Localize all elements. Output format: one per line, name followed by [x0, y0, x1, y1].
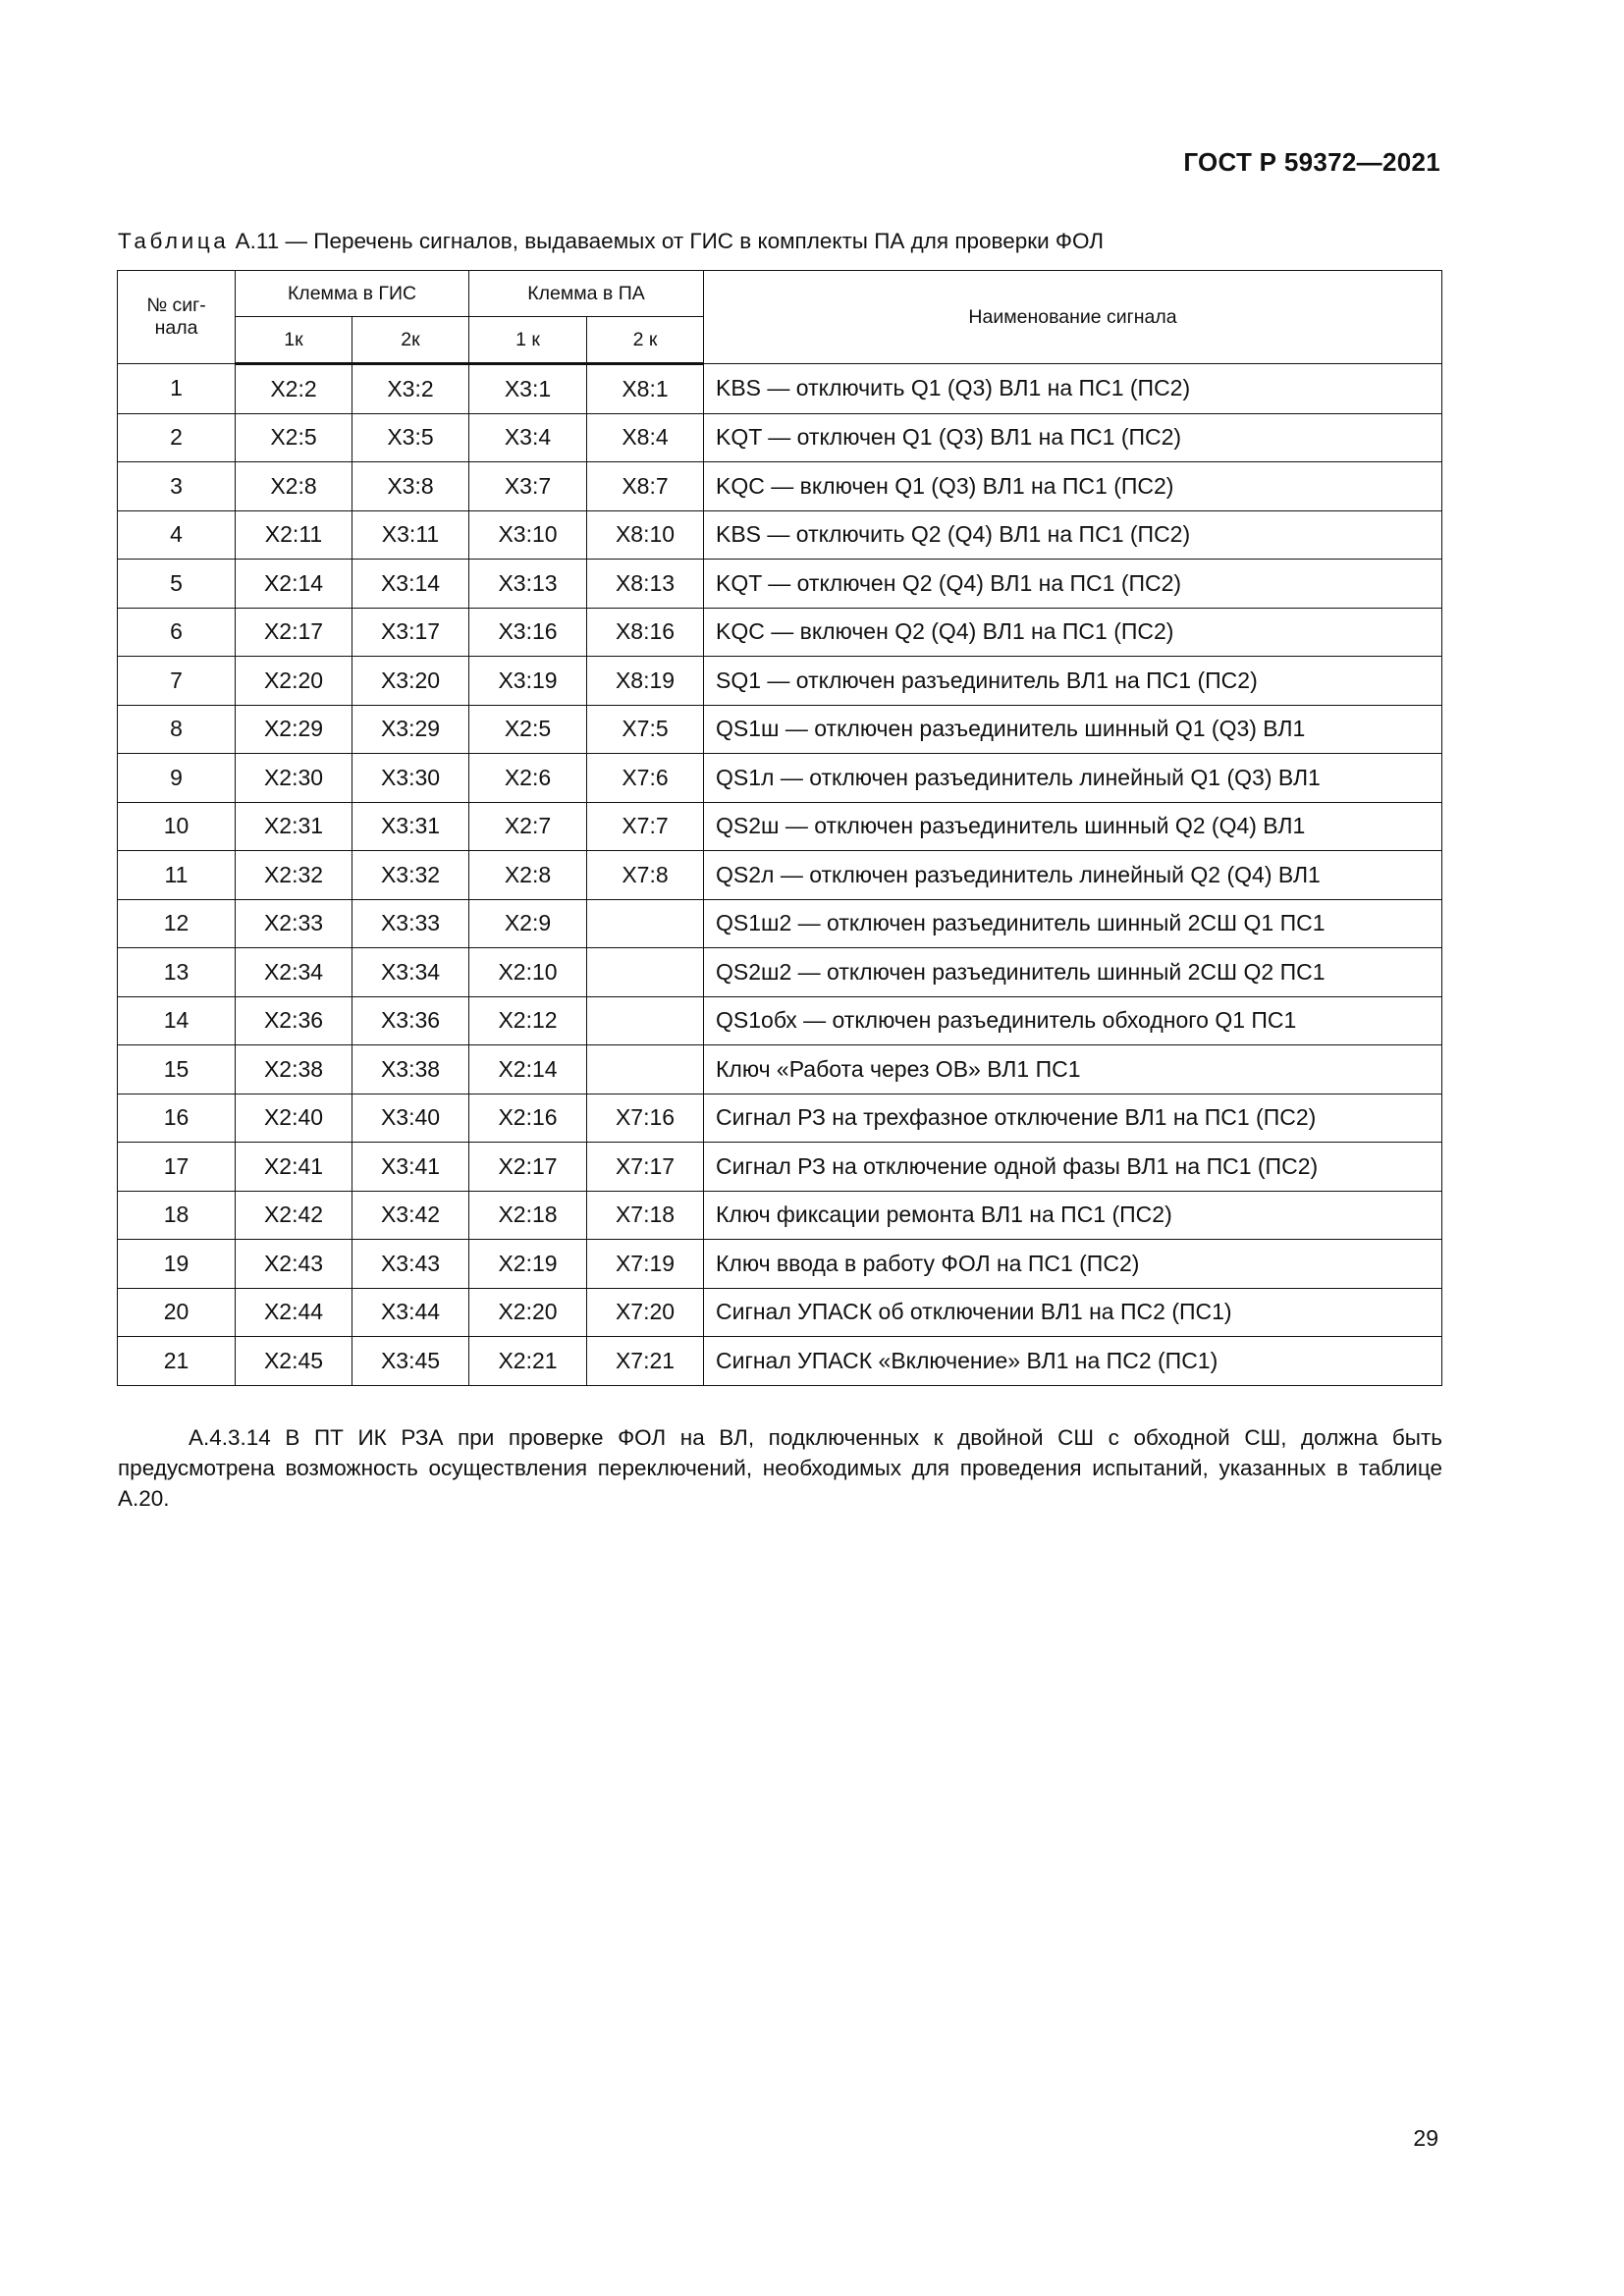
table-row — [118, 1045, 1442, 1095]
cell-gis-2k: X3:41 — [352, 1143, 469, 1192]
cell-gis-1k: X2:17 — [236, 608, 352, 657]
cell-gis-2k: X3:11 — [352, 510, 469, 560]
cell-pa-2k — [587, 899, 704, 948]
header-gis-2k: 2к — [352, 317, 469, 364]
cell-signal-number: 15 — [118, 1045, 236, 1095]
table-row — [118, 608, 1442, 657]
table-row — [118, 1143, 1442, 1192]
cell-signal-number: 3 — [118, 462, 236, 511]
table-row — [118, 364, 1442, 414]
cell-signal-name: QS2л — отключен разъединитель линейный Q2 (Q4) ВЛ1 — [704, 851, 1442, 900]
cell-pa-1k: X3:19 — [469, 657, 587, 706]
cell-gis-1k: X2:11 — [236, 510, 352, 560]
cell-signal-name: QS1ш — отключен разъединитель шинный Q1 (Q3) ВЛ1 — [704, 705, 1442, 754]
cell-gis-2k: X3:36 — [352, 996, 469, 1045]
cell-pa-1k: X2:16 — [469, 1094, 587, 1143]
header-signal-name: Наименование сигнала — [704, 271, 1442, 364]
table-row — [118, 657, 1442, 706]
cell-pa-2k: X7:16 — [587, 1094, 704, 1143]
cell-pa-2k: X7:17 — [587, 1143, 704, 1192]
cell-pa-1k: X2:8 — [469, 851, 587, 900]
table-caption-label: Таблица — [118, 229, 230, 253]
cell-gis-2k: X3:44 — [352, 1288, 469, 1337]
cell-gis-1k: X2:2 — [236, 364, 352, 414]
cell-signal-name: Ключ фиксации ремонта ВЛ1 на ПС1 (ПС2) — [704, 1191, 1442, 1240]
paragraph-text: А.4.3.14 В ПТ ИК РЗА при проверке ФОЛ на ВЛ, подключенных к двойной СШ с обходной СШ, должна быть предусмотрена возможность осуществления переключений, необходимых для проведения испытаний, указанных в таблице А.20. — [118, 1425, 1442, 1511]
page-number: 29 — [1413, 2125, 1438, 2151]
cell-pa-2k: X8:19 — [587, 657, 704, 706]
cell-pa-2k: X8:10 — [587, 510, 704, 560]
cell-pa-2k — [587, 948, 704, 997]
table-row — [118, 413, 1442, 462]
cell-signal-name: KQT — отключен Q2 (Q4) ВЛ1 на ПС1 (ПС2) — [704, 560, 1442, 609]
cell-signal-name: KQC — включен Q2 (Q4) ВЛ1 на ПС1 (ПС2) — [704, 608, 1442, 657]
table-row — [118, 802, 1442, 851]
cell-pa-1k: X2:14 — [469, 1045, 587, 1095]
cell-gis-1k: X2:5 — [236, 413, 352, 462]
cell-signal-number: 2 — [118, 413, 236, 462]
cell-gis-2k: X3:43 — [352, 1240, 469, 1289]
cell-signal-number: 1 — [118, 364, 236, 414]
cell-signal-name: QS1обх — отключен разъединитель обходного Q1 ПС1 — [704, 996, 1442, 1045]
header-signal-number-line2: нала — [154, 317, 198, 339]
cell-pa-1k: X3:4 — [469, 413, 587, 462]
table-row — [118, 1337, 1442, 1386]
cell-pa-1k: X2:21 — [469, 1337, 587, 1386]
cell-pa-2k: X8:4 — [587, 413, 704, 462]
cell-gis-1k: X2:32 — [236, 851, 352, 900]
table-row — [118, 996, 1442, 1045]
cell-pa-1k: X2:17 — [469, 1143, 587, 1192]
header-pa-2k: 2 к — [587, 317, 704, 364]
header-signal-number-line1: № сиг- — [146, 294, 206, 316]
cell-gis-1k: X2:14 — [236, 560, 352, 609]
cell-gis-2k: X3:33 — [352, 899, 469, 948]
cell-pa-1k: X2:9 — [469, 899, 587, 948]
cell-pa-1k: X2:18 — [469, 1191, 587, 1240]
cell-gis-1k: X2:44 — [236, 1288, 352, 1337]
cell-gis-2k: X3:20 — [352, 657, 469, 706]
cell-signal-number: 4 — [118, 510, 236, 560]
paragraph-a-4-3-14 — [118, 1422, 1442, 1514]
table-row — [118, 851, 1442, 900]
cell-gis-2k: X3:14 — [352, 560, 469, 609]
cell-signal-number: 18 — [118, 1191, 236, 1240]
cell-pa-2k: X7:8 — [587, 851, 704, 900]
header-terminal-pa: Клемма в ПА — [469, 271, 704, 317]
cell-pa-2k: X7:19 — [587, 1240, 704, 1289]
cell-pa-1k: X3:7 — [469, 462, 587, 511]
cell-gis-1k: X2:36 — [236, 996, 352, 1045]
table-row — [118, 510, 1442, 560]
cell-signal-name: Ключ ввода в работу ФОЛ на ПС1 (ПС2) — [704, 1240, 1442, 1289]
cell-pa-2k: X8:16 — [587, 608, 704, 657]
cell-pa-2k: X7:6 — [587, 754, 704, 803]
cell-signal-number: 21 — [118, 1337, 236, 1386]
cell-gis-2k: X3:34 — [352, 948, 469, 997]
table-row — [118, 754, 1442, 803]
document-standard-number: ГОСТ Р 59372—2021 — [1183, 147, 1440, 177]
cell-gis-2k: X3:45 — [352, 1337, 469, 1386]
cell-gis-1k: X2:34 — [236, 948, 352, 997]
header-signal-number — [118, 271, 236, 364]
cell-gis-2k: X3:40 — [352, 1094, 469, 1143]
cell-gis-1k: X2:30 — [236, 754, 352, 803]
cell-signal-name: SQ1 — отключен разъединитель ВЛ1 на ПС1 (ПС2) — [704, 657, 1442, 706]
cell-signal-number: 13 — [118, 948, 236, 997]
cell-pa-1k: X2:12 — [469, 996, 587, 1045]
table-row — [118, 1240, 1442, 1289]
cell-pa-1k: X3:10 — [469, 510, 587, 560]
cell-gis-2k: X3:38 — [352, 1045, 469, 1095]
cell-pa-1k: X3:16 — [469, 608, 587, 657]
cell-pa-1k: X2:19 — [469, 1240, 587, 1289]
cell-pa-2k: X7:18 — [587, 1191, 704, 1240]
cell-signal-name: QS2ш — отключен разъединитель шинный Q2 (Q4) ВЛ1 — [704, 802, 1442, 851]
cell-gis-1k: X2:31 — [236, 802, 352, 851]
cell-signal-name: KBS — отключить Q2 (Q4) ВЛ1 на ПС1 (ПС2) — [704, 510, 1442, 560]
cell-signal-name: QS2ш2 — отключен разъединитель шинный 2СШ Q2 ПС1 — [704, 948, 1442, 997]
cell-signal-number: 19 — [118, 1240, 236, 1289]
cell-signal-name: KQC — включен Q1 (Q3) ВЛ1 на ПС1 (ПС2) — [704, 462, 1442, 511]
cell-pa-1k: X2:5 — [469, 705, 587, 754]
cell-signal-number: 11 — [118, 851, 236, 900]
table-row — [118, 462, 1442, 511]
cell-signal-number: 20 — [118, 1288, 236, 1337]
cell-gis-1k: X2:42 — [236, 1191, 352, 1240]
table-body — [118, 364, 1442, 1386]
cell-gis-1k: X2:38 — [236, 1045, 352, 1095]
header-gis-1k: 1к — [236, 317, 352, 364]
cell-signal-number: 10 — [118, 802, 236, 851]
cell-signal-name: KBS — отключить Q1 (Q3) ВЛ1 на ПС1 (ПС2) — [704, 364, 1442, 414]
signals-table — [117, 270, 1442, 1386]
cell-signal-name: Сигнал РЗ на трехфазное отключение ВЛ1 на ПС1 (ПС2) — [704, 1094, 1442, 1143]
cell-gis-2k: X3:17 — [352, 608, 469, 657]
cell-pa-2k: X8:13 — [587, 560, 704, 609]
table-row — [118, 705, 1442, 754]
cell-signal-name: Сигнал УПАСК «Включение» ВЛ1 на ПС2 (ПС1) — [704, 1337, 1442, 1386]
cell-pa-2k: X7:20 — [587, 1288, 704, 1337]
cell-gis-1k: X2:20 — [236, 657, 352, 706]
cell-signal-name: QS1ш2 — отключен разъединитель шинный 2СШ Q1 ПС1 — [704, 899, 1442, 948]
cell-signal-number: 12 — [118, 899, 236, 948]
table-row — [118, 560, 1442, 609]
cell-signal-number: 7 — [118, 657, 236, 706]
cell-pa-1k: X2:20 — [469, 1288, 587, 1337]
cell-pa-1k: X2:10 — [469, 948, 587, 997]
cell-signal-name: Сигнал УПАСК об отключении ВЛ1 на ПС2 (ПС1) — [704, 1288, 1442, 1337]
table-caption — [118, 229, 1104, 254]
cell-gis-1k: X2:41 — [236, 1143, 352, 1192]
cell-gis-1k: X2:43 — [236, 1240, 352, 1289]
cell-pa-2k: X8:7 — [587, 462, 704, 511]
cell-gis-2k: X3:5 — [352, 413, 469, 462]
cell-gis-1k: X2:33 — [236, 899, 352, 948]
cell-signal-name: Сигнал РЗ на отключение одной фазы ВЛ1 на ПС1 (ПС2) — [704, 1143, 1442, 1192]
cell-signal-number: 16 — [118, 1094, 236, 1143]
table-header-row — [118, 271, 1442, 317]
table-row — [118, 1288, 1442, 1337]
cell-signal-name: Ключ «Работа через ОВ» ВЛ1 ПС1 — [704, 1045, 1442, 1095]
cell-gis-2k: X3:2 — [352, 364, 469, 414]
cell-pa-2k: X7:5 — [587, 705, 704, 754]
cell-pa-2k: X7:7 — [587, 802, 704, 851]
header-pa-1k: 1 к — [469, 317, 587, 364]
table-caption-text: А.11 — Перечень сигналов, выдаваемых от ГИС в комплекты ПА для проверки ФОЛ — [229, 229, 1105, 253]
cell-gis-2k: X3:42 — [352, 1191, 469, 1240]
table-row — [118, 899, 1442, 948]
cell-pa-1k: X3:1 — [469, 364, 587, 414]
cell-signal-name: QS1л — отключен разъединитель линейный Q1 (Q3) ВЛ1 — [704, 754, 1442, 803]
cell-pa-2k: X7:21 — [587, 1337, 704, 1386]
cell-gis-1k: X2:29 — [236, 705, 352, 754]
cell-signal-number: 17 — [118, 1143, 236, 1192]
cell-signal-name: KQT — отключен Q1 (Q3) ВЛ1 на ПС1 (ПС2) — [704, 413, 1442, 462]
cell-signal-number: 14 — [118, 996, 236, 1045]
table-row — [118, 948, 1442, 997]
table-row — [118, 1094, 1442, 1143]
cell-gis-1k: X2:8 — [236, 462, 352, 511]
cell-gis-2k: X3:31 — [352, 802, 469, 851]
table-row — [118, 1191, 1442, 1240]
cell-pa-1k: X2:6 — [469, 754, 587, 803]
cell-gis-1k: X2:40 — [236, 1094, 352, 1143]
cell-gis-1k: X2:45 — [236, 1337, 352, 1386]
cell-signal-number: 8 — [118, 705, 236, 754]
header-terminal-gis: Клемма в ГИС — [236, 271, 469, 317]
cell-signal-number: 9 — [118, 754, 236, 803]
cell-pa-2k — [587, 996, 704, 1045]
cell-pa-2k: X8:1 — [587, 364, 704, 414]
cell-pa-2k — [587, 1045, 704, 1095]
cell-gis-2k: X3:8 — [352, 462, 469, 511]
cell-gis-2k: X3:29 — [352, 705, 469, 754]
cell-signal-number: 6 — [118, 608, 236, 657]
cell-gis-2k: X3:30 — [352, 754, 469, 803]
cell-pa-1k: X2:7 — [469, 802, 587, 851]
cell-signal-number: 5 — [118, 560, 236, 609]
cell-gis-2k: X3:32 — [352, 851, 469, 900]
cell-pa-1k: X3:13 — [469, 560, 587, 609]
